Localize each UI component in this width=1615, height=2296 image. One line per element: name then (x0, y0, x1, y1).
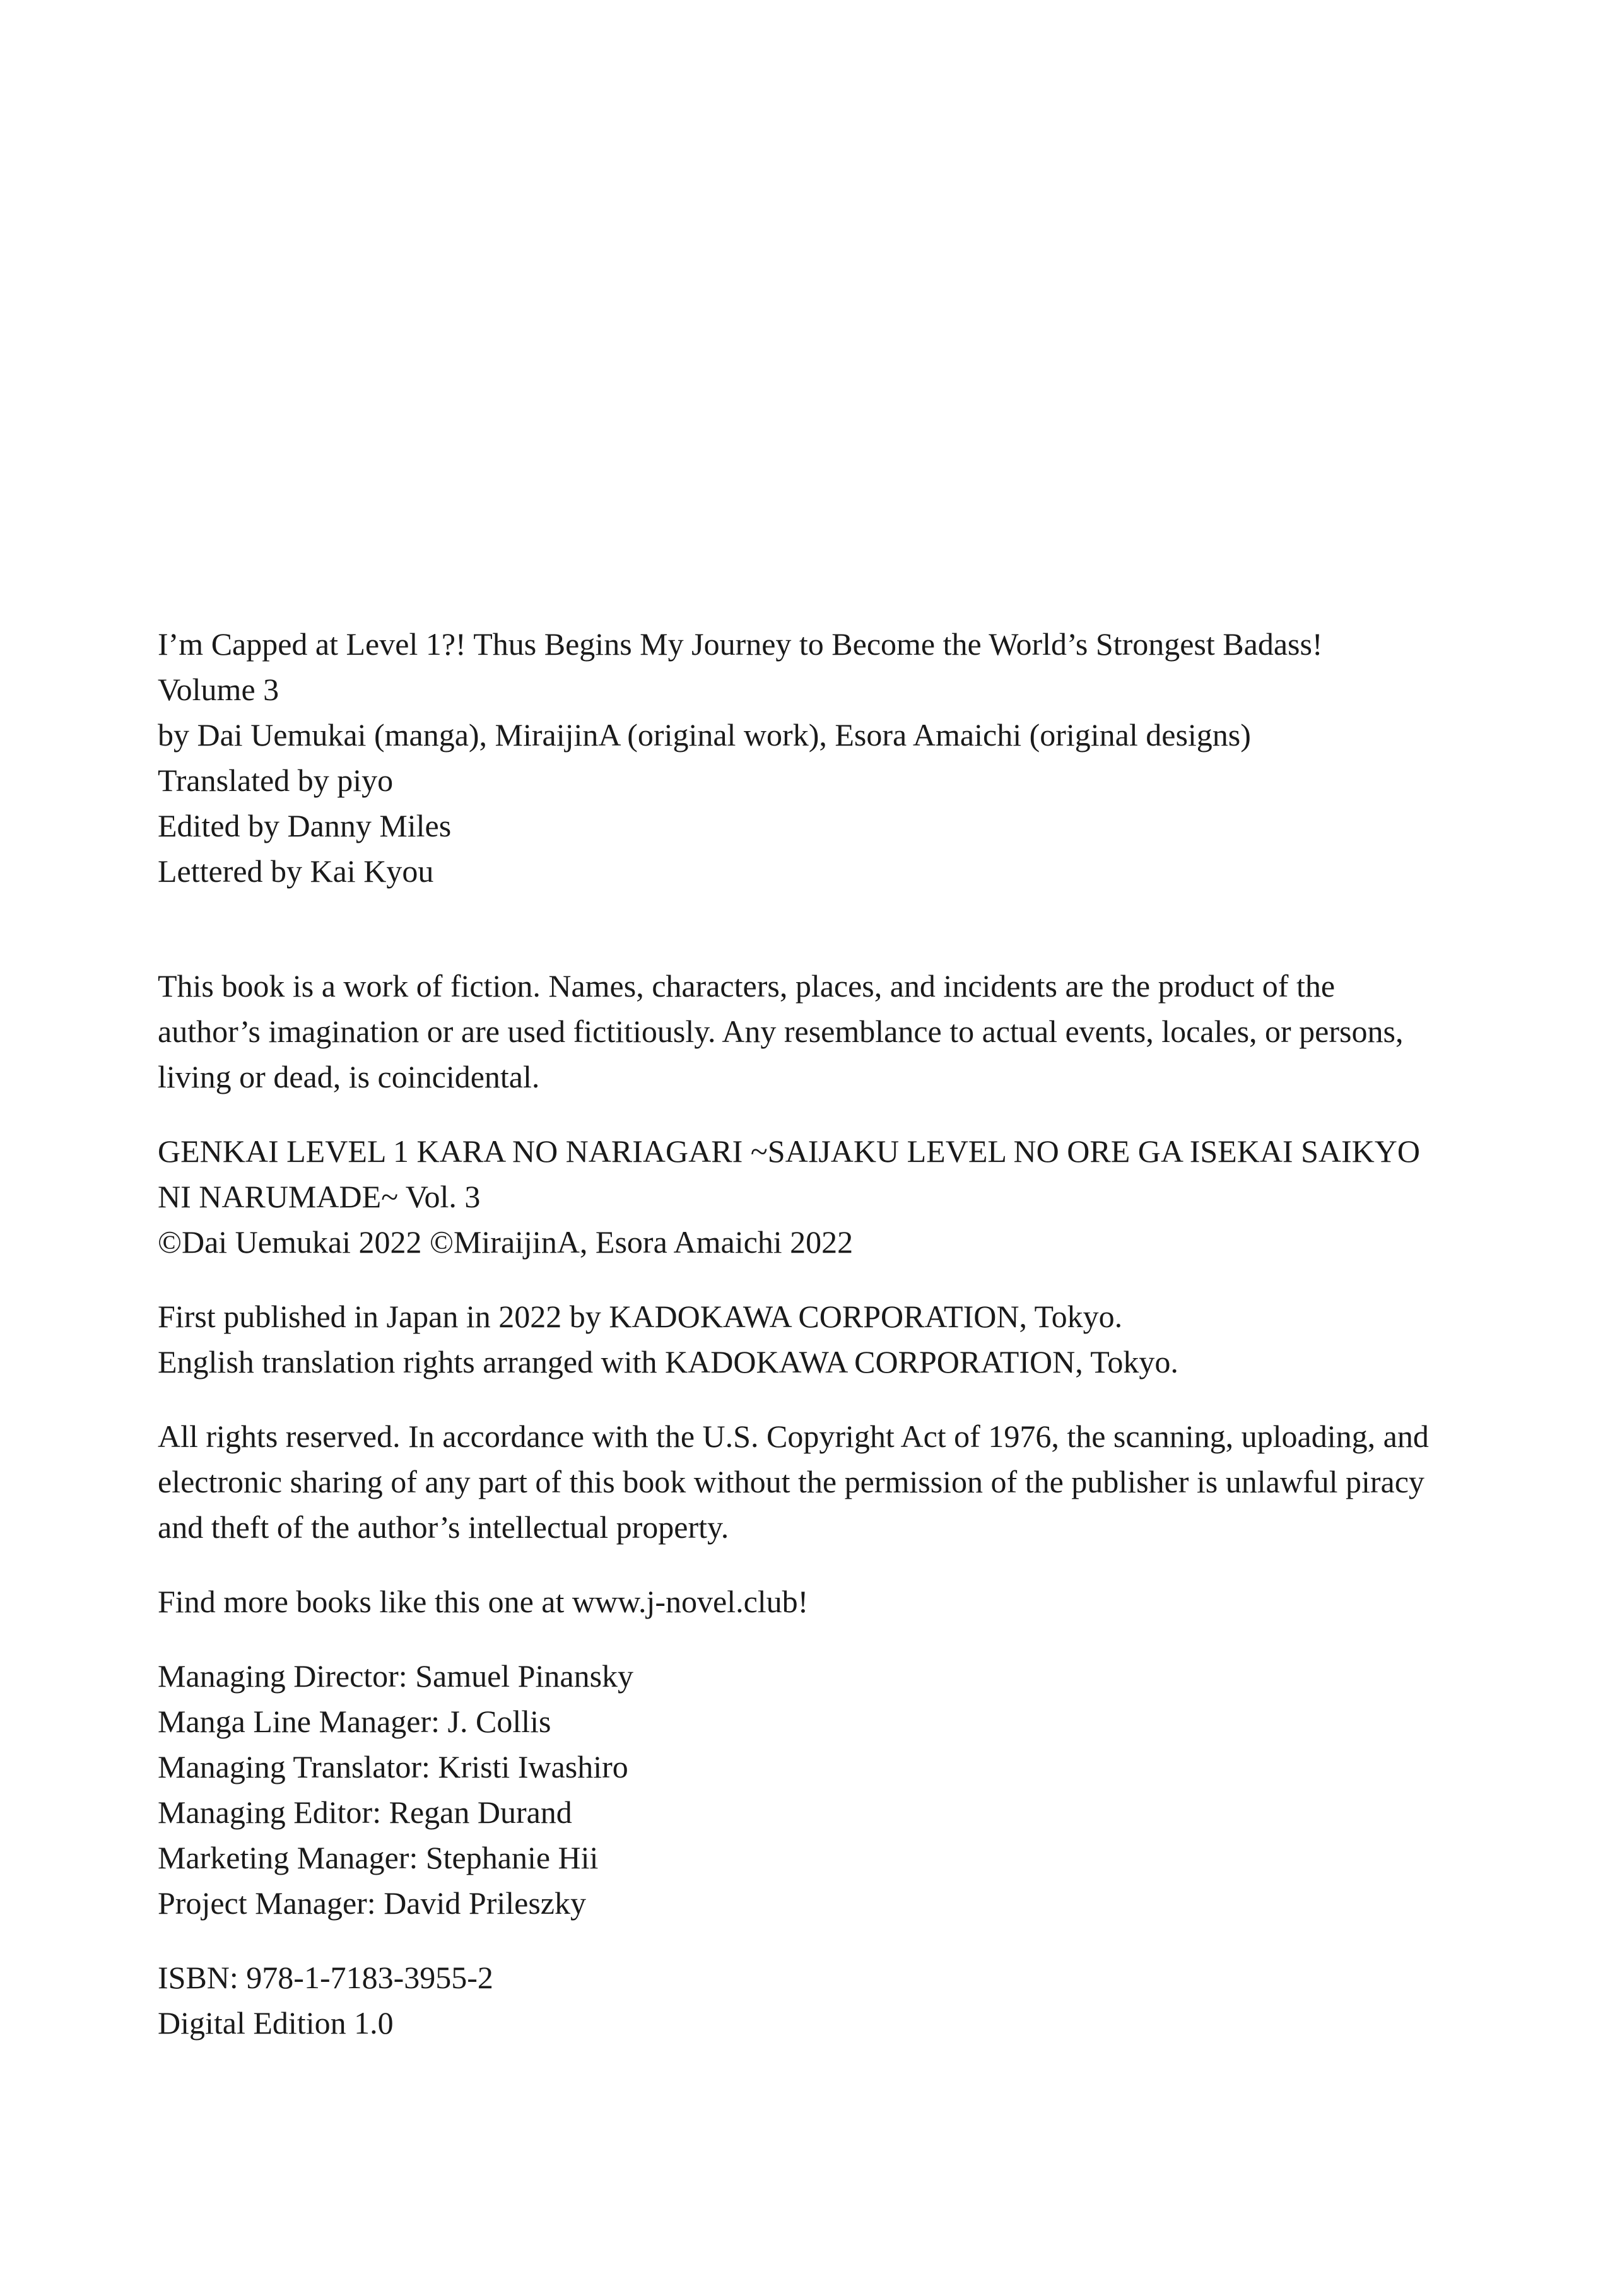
staff-project-manager: Project Manager: David Prileszky (158, 1885, 586, 1921)
book-title: I’m Capped at Level 1?! Thus Begins My Journey to Become the World’s Strongest Badass! (158, 626, 1323, 662)
letterer-credit: Lettered by Kai Kyou (158, 853, 434, 889)
promo-line: Find more books like this one at www.j-novel.club! (158, 1584, 809, 1619)
staff-managing-translator: Managing Translator: Kristi Iwashiro (158, 1749, 628, 1784)
fiction-disclaimer: This book is a work of fiction. Names, characters, places, and incidents are the product of the author’s imagination or are used fictitiously. Any resemblance to actual events, locales, or persons, living or dead, is coincidental. (158, 968, 1404, 1094)
staff-marketing-manager: Marketing Manager: Stephanie Hii (158, 1840, 599, 1875)
staff-list (158, 1653, 1435, 1926)
byline: by Dai Uemukai (manga), MiraijinA (original work), Esora Amaichi (original designs) (158, 717, 1251, 753)
staff-managing-editor: Managing Editor: Regan Durand (158, 1795, 572, 1830)
isbn-block (158, 1955, 1435, 2046)
translator-credit: Translated by piyo (158, 763, 394, 798)
title-block (158, 621, 1435, 894)
copyright-line: ©Dai Uemukai 2022 ©MiraijinA, Esora Amaichi 2022 (158, 1224, 854, 1260)
first-published-line: First published in Japan in 2022 by KADOKAWA CORPORATION, Tokyo. (158, 1299, 1123, 1334)
rights-notice: All rights reserved. In accordance with the U.S. Copyright Act of 1976, the scanning, uploading, and electronic sharing of any part of this book without the permission of the publisher is unlawful piracy and theft of the author’s intellectual property. (158, 1419, 1429, 1545)
translation-rights-line: English translation rights arranged with KADOKAWA CORPORATION, Tokyo. (158, 1344, 1178, 1379)
edition-line: Digital Edition 1.0 (158, 2005, 394, 2041)
staff-managing-director: Managing Director: Samuel Pinansky (158, 1658, 634, 1694)
original-japanese-title: GENKAI LEVEL 1 KARA NO NARIAGARI ~SAIJAKU LEVEL NO ORE GA ISEKAI SAIKYO NI NARUMADE~ Vol. 3 (158, 1133, 1420, 1214)
staff-manga-line-manager: Manga Line Manager: J. Collis (158, 1704, 551, 1739)
isbn-line: ISBN: 978-1-7183-3955-2 (158, 1960, 493, 1995)
editor-credit: Edited by Danny Miles (158, 808, 452, 843)
volume-number: Volume 3 (158, 672, 279, 707)
original-title-block (158, 1128, 1435, 1265)
publication-block (158, 1294, 1435, 1385)
